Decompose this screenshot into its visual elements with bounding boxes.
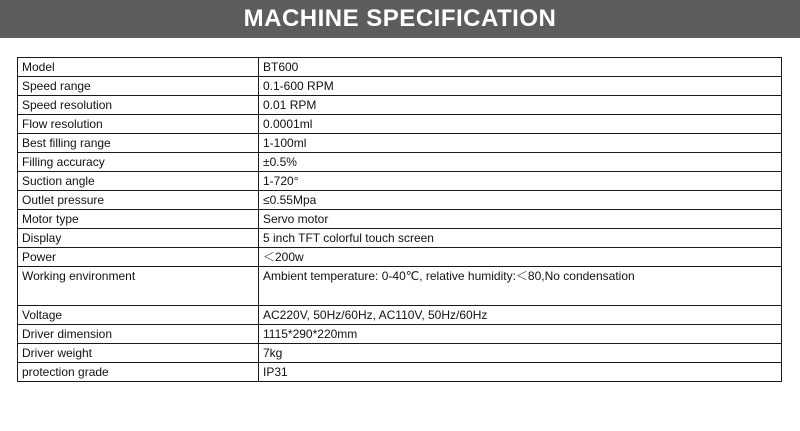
spec-value: 1-720° xyxy=(259,172,782,191)
spec-label: Working environment xyxy=(18,267,259,306)
spec-value: Ambient temperature: 0-40℃, relative humidity:＜80,No condensation xyxy=(259,267,782,306)
spec-label: Driver weight xyxy=(18,344,259,363)
table-row xyxy=(18,115,782,134)
table-row xyxy=(18,325,782,344)
spec-label: Motor type xyxy=(18,210,259,229)
spec-label: Voltage xyxy=(18,306,259,325)
table-row xyxy=(18,248,782,267)
table-row xyxy=(18,267,782,306)
spec-label: Flow resolution xyxy=(18,115,259,134)
spec-label: Power xyxy=(18,248,259,267)
spec-label: Best filling range xyxy=(18,134,259,153)
spec-value: 0.1-600 RPM xyxy=(259,77,782,96)
spec-value: Servo motor xyxy=(259,210,782,229)
spec-label: Model xyxy=(18,58,259,77)
spec-value: 1115*290*220mm xyxy=(259,325,782,344)
header-banner xyxy=(0,0,800,38)
spec-label: Speed range xyxy=(18,77,259,96)
spec-label: protection grade xyxy=(18,363,259,382)
table-row xyxy=(18,210,782,229)
page-title: MACHINE SPECIFICATION xyxy=(243,5,557,32)
spec-value: BT600 xyxy=(259,58,782,77)
table-row xyxy=(18,77,782,96)
spec-label: Display xyxy=(18,229,259,248)
spec-value: ±0.5% xyxy=(259,153,782,172)
table-row xyxy=(18,134,782,153)
spec-value: AC220V, 50Hz/60Hz, AC110V, 50Hz/60Hz xyxy=(259,306,782,325)
table-row xyxy=(18,58,782,77)
spec-label: Suction angle xyxy=(18,172,259,191)
spec-value: IP31 xyxy=(259,363,782,382)
spec-label: Outlet pressure xyxy=(18,191,259,210)
table-row xyxy=(18,306,782,325)
spec-label: Speed resolution xyxy=(18,96,259,115)
spec-table xyxy=(17,57,782,382)
spec-value: 7kg xyxy=(259,344,782,363)
table-row xyxy=(18,229,782,248)
table-row xyxy=(18,191,782,210)
table-row xyxy=(18,363,782,382)
spec-value: ≤0.55Mpa xyxy=(259,191,782,210)
spec-value: ＜200w xyxy=(259,248,782,267)
spec-label: Driver dimension xyxy=(18,325,259,344)
table-row xyxy=(18,153,782,172)
table-row xyxy=(18,172,782,191)
spec-value: 0.0001ml xyxy=(259,115,782,134)
spec-value: 5 inch TFT colorful touch screen xyxy=(259,229,782,248)
spec-label: Filling accuracy xyxy=(18,153,259,172)
table-row xyxy=(18,344,782,363)
spec-value: 0.01 RPM xyxy=(259,96,782,115)
spec-value: 1-100ml xyxy=(259,134,782,153)
table-row xyxy=(18,96,782,115)
